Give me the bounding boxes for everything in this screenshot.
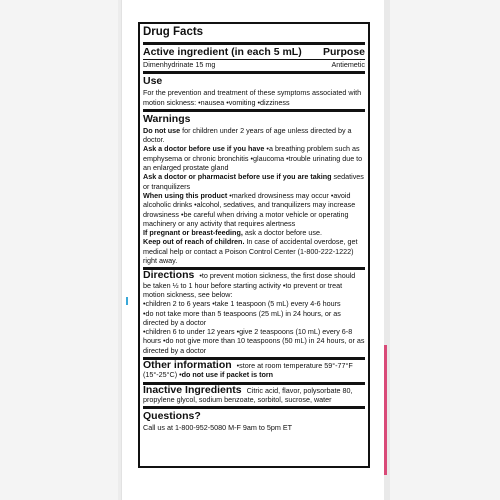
ask-doctor-text: •a breathing problem such as emphysema or chronic bronchitis •glaucoma •trouble urinating due to an enlarged prostate gland	[143, 144, 363, 173]
active-ingredient-section	[143, 42, 365, 71]
drug-facts-header	[143, 24, 365, 42]
other-information-text	[143, 361, 365, 380]
warning-ask-pharmacist	[143, 172, 365, 191]
pregnant-label: If pregnant or breast-feeding,	[143, 228, 243, 238]
questions-text: Call us at 1-800-952-5080 M-F 9am to 5pm ET	[143, 423, 293, 433]
ask-doctor-label: Ask a doctor before use if you have	[143, 144, 265, 154]
inactive-ingredients-list: Citric acid, flavor, polysorbate 80, propylene glycol, sodium benzoate, sorbitol, sucrose, water	[143, 385, 353, 404]
directions-line-2: •do not take more than 5 teaspoons (25 mL) in 24 hours, or as directed by a doctor	[143, 308, 341, 327]
ask-pharmacist-label: Ask a doctor or pharmacist before use if you are taking	[143, 172, 332, 182]
purpose-heading: Purpose	[322, 46, 365, 58]
inactive-ingredients-section	[143, 382, 365, 407]
active-ingredient-name: Dimenhydrinate 15 mg	[143, 60, 216, 69]
ask-pharmacist-text: sedatives or tranquilizers	[143, 172, 364, 191]
active-ingredient-purpose: Antiemetic	[331, 60, 365, 69]
directions-heading: Directions	[143, 269, 195, 282]
directions-section	[143, 267, 365, 357]
do-not-use-label: Do not use	[143, 125, 181, 135]
directions-line-1: •children 2 to 6 years •take 1 teaspoon (5 mL) every 4-6 hours	[143, 299, 341, 309]
questions-heading: Questions?	[143, 410, 201, 423]
do-not-use-text: for children under 2 years of age unless directed by a doctor.	[143, 125, 352, 145]
use-section	[143, 71, 365, 109]
directions-intro	[143, 271, 365, 299]
when-using-text: •marked drowsiness may occur •avoid alcoholic drinks •alcohol, sedatives, and tranquilizers may increase drowsiness •be careful when driving a motor vehicle or operating machinery or any activity that requires alertness	[143, 190, 356, 228]
active-ingredient-row	[143, 59, 365, 69]
warning-pregnant	[143, 228, 365, 237]
other-information-store: •store at room temperature 59°-77°F (15°-25°C)	[143, 361, 353, 380]
other-information-section	[143, 357, 365, 382]
accent-strip	[384, 345, 387, 475]
drug-facts-title: Drug Facts	[143, 26, 204, 38]
other-information-heading: Other information	[143, 359, 232, 372]
inactive-ingredients-text	[143, 383, 365, 405]
active-ingredient-heading: Active ingredient (in each 5 mL)	[143, 46, 302, 58]
warnings-section	[143, 109, 365, 267]
active-heading-row	[143, 46, 365, 59]
directions-intro-text: •to prevent motion sickness, the first dose should be taken ½ to 1 hour before starting activity •to prevent or treat motion sickness, see below:	[143, 271, 356, 299]
warning-do-not-use	[143, 126, 365, 145]
when-using-label: When using this product	[143, 190, 228, 200]
blue-mark	[126, 297, 128, 305]
drug-facts-panel	[138, 22, 370, 468]
keep-out-text: In case of accidental overdose, get medical help or contact a Poison Control Center (1-800-222-1222) right away.	[143, 237, 358, 266]
warning-when-using	[143, 191, 365, 228]
keep-out-label: Keep out of reach of children.	[143, 237, 245, 247]
warning-ask-doctor	[143, 144, 365, 172]
pregnant-text: ask a doctor before use.	[242, 228, 322, 238]
questions-section	[143, 406, 365, 434]
inactive-ingredients-heading: Inactive Ingredients	[143, 383, 242, 396]
directions-line-3: •children 6 to under 12 years •give 2 teaspoons (10 mL) every 6-8 hours •do not give more than 10 teaspoons (50 mL) in 24 hours, or as directed by a doctor	[143, 327, 365, 355]
other-information-torn: •do not use if packet is torn	[177, 370, 274, 380]
use-text: For the prevention and treatment of these symptoms associated with motion sickness: •nausea •vomiting •dizziness	[143, 88, 362, 107]
use-heading: Use	[143, 75, 163, 88]
warnings-heading: Warnings	[143, 112, 191, 125]
warning-keep-out	[143, 237, 365, 265]
